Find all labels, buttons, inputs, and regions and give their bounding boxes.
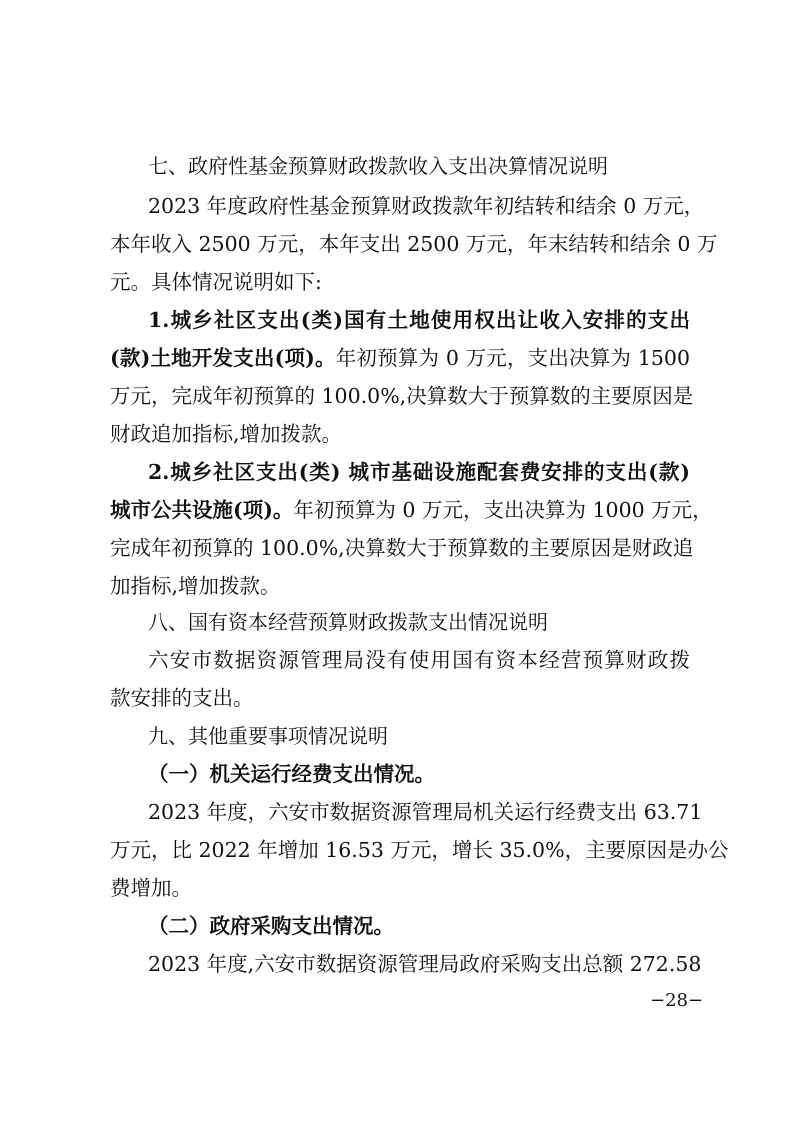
section8-heading: 八、国有资本经营预算财政拨款支出情况说明: [148, 610, 548, 634]
item1-line4: 财政追加指标,增加拨款。: [110, 422, 343, 446]
item2-line2: [110, 492, 713, 528]
item1-bold-line2-part: (款)土地开发支出(项)。: [110, 346, 336, 370]
item1-bold-line1: 1.城乡社区支出(类)国有土地使用权出让收入安排的支出: [148, 308, 690, 332]
section9-sub1-para-line3: 费增加。: [110, 876, 192, 900]
section9-sub1-heading: （一）机关运行经费支出情况。: [148, 762, 435, 786]
section7-para-line1: 2023 年度政府性基金预算财政拨款年初结转和结余 0 万元，: [148, 194, 705, 218]
section9-heading: 九、其他重要事项情况说明: [148, 724, 388, 748]
item1-line3: 万元，完成年初预算的 100.0%,决算数大于预算数的主要原因是: [110, 384, 694, 408]
section7-para-line2: 本年收入 2500 万元，本年支出 2500 万元，年末结转和结余 0 万: [110, 232, 718, 256]
item1-line2: [110, 340, 690, 376]
section7-heading: 七、政府性基金预算财政拨款收入支出决算情况说明: [148, 154, 608, 178]
section9-sub1-para-line1: 2023 年度，六安市数据资源管理局机关运行经费支出 63.71: [148, 800, 703, 824]
item2-bold-line2-part: 城市公共设施(项)。: [110, 498, 294, 522]
section7-para-line3: 元。具体情况说明如下:: [110, 270, 322, 294]
section8-para-line1: 六安市数据资源管理局没有使用国有资本经营预算财政拨: [148, 648, 690, 672]
section8-para-line2: 款安排的支出。: [110, 686, 254, 710]
section9-sub1-para-line2: 万元，比 2022 年增加 16.53 万元，增长 35.0%，主要原因是办公: [110, 838, 729, 862]
item2-line4: 加指标,增加拨款。: [110, 574, 281, 598]
section9-sub2-heading: （二）政府采购支出情况。: [148, 914, 394, 938]
page-number: −28−: [650, 990, 704, 1011]
item2-bold-line1: 2.城乡社区支出(类) 城市基础设施配套费安排的支出(款): [148, 460, 690, 484]
section9-sub2-para-line1: 2023 年度,六安市数据资源管理局政府采购支出总额 272.58: [148, 952, 702, 976]
item1-line2-rest: 年初预算为 0 万元，支出决算为 1500: [335, 346, 690, 370]
item2-line2-rest: 年初预算为 0 万元，支出决算为 1000 万元，: [293, 498, 713, 522]
item2-line3: 完成年初预算的 100.0%,决算数大于预算数的主要原因是财政追: [110, 536, 694, 560]
